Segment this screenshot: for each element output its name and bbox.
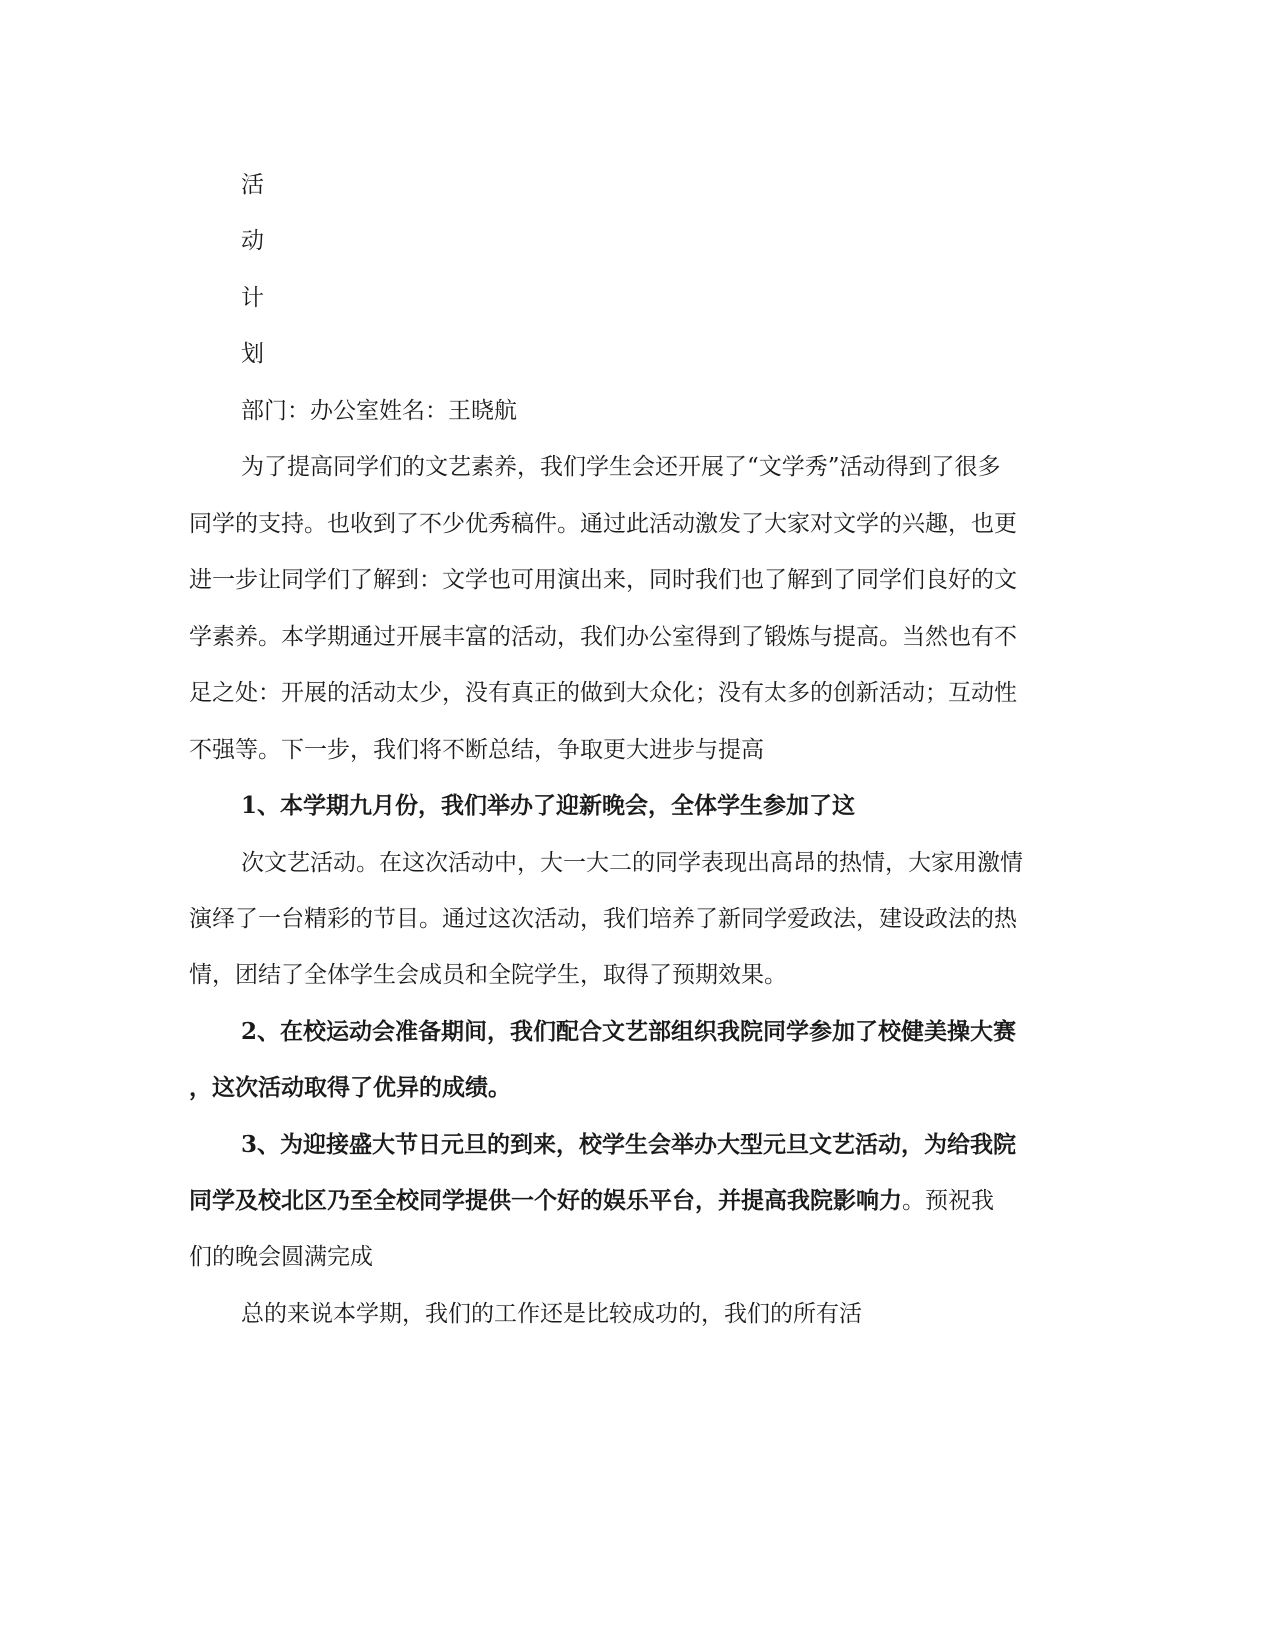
- title-char-3: 计: [241, 285, 264, 311]
- item2-line-1: 2、在校运动会准备期间，我们配合文艺部组织我院同学参加了校健美操大赛: [241, 1018, 1017, 1045]
- item3-line-1: 3、为迎接盛大节日元旦的到来，校学生会举办大型元旦文艺活动，为给我院: [241, 1131, 1017, 1158]
- title-char-2: 动: [241, 228, 264, 254]
- dept-name-line: 部门：办公室姓名：王晓航: [241, 398, 517, 424]
- item1-line-3: 情，团结了全体学生会成员和全院学生，取得了预期效果。: [189, 962, 787, 988]
- intro-line-2: 同学的支持。也收到了不少优秀稿件。通过此活动激发了大家对文学的兴趣，也更: [189, 511, 1017, 537]
- item1-heading: 1、本学期九月份，我们举办了迎新晚会，全体学生参加了这: [241, 792, 856, 819]
- item1-line-2: 演绎了一台精彩的节目。通过这次活动，我们培养了新同学爱政法，建设政法的热: [189, 906, 1017, 932]
- intro-line-4: 学素养。本学期通过开展丰富的活动，我们办公室得到了锻炼与提高。当然也有不: [189, 624, 1017, 650]
- intro-line-1: 为了提高同学们的文艺素养，我们学生会还开展了“文学秀”活动得到了很多: [241, 454, 1001, 480]
- item3-line-2: [189, 1186, 994, 1216]
- intro-line-3: 进一步让同学们了解到：文学也可用演出来，同时我们也了解到了同学们良好的文: [189, 567, 1017, 593]
- item3-line-2-normal: 。预祝我: [902, 1188, 994, 1214]
- intro-line-5: 足之处：开展的活动太少，没有真正的做到大众化；没有太多的创新活动；互动性: [189, 680, 1017, 706]
- item1-line-1: 次文艺活动。在这次活动中，大一大二的同学表现出高昂的热情，大家用激情: [241, 850, 1023, 876]
- intro-line-6: 不强等。下一步，我们将不断总结，争取更大进步与提高: [189, 737, 764, 763]
- item2-line-2: ，这次活动取得了优异的成绩。: [189, 1074, 511, 1101]
- item3-line-3: 们的晚会圆满完成: [189, 1244, 373, 1270]
- title-char-1: 活: [241, 172, 264, 198]
- title-char-4: 划: [241, 341, 264, 367]
- item3-line-2-bold: 同学及校北区乃至全校同学提供一个好的娱乐平台，并提高我院影响力: [189, 1187, 902, 1214]
- summary-line: 总的来说本学期，我们的工作还是比较成功的，我们的所有活: [241, 1301, 862, 1327]
